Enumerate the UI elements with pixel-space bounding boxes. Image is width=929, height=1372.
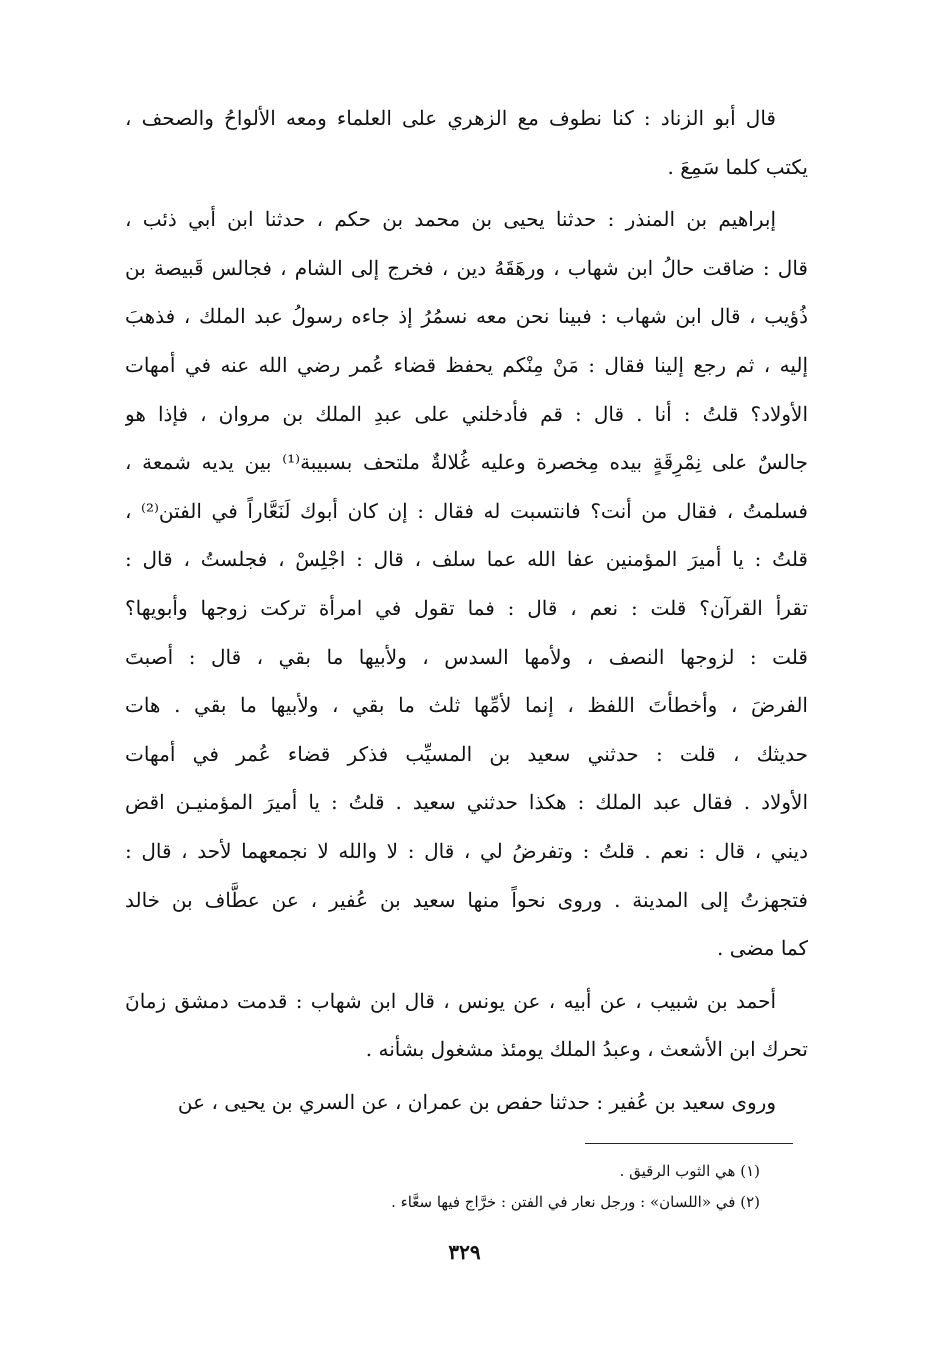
text-line: قال أبو الزناد : كنا نطوف مع الزهري على العلماء ومعه الألواحُ والصحف ، [125,106,776,130]
text-line: قلتُ : يا أميرَ المؤمنين عفا الله عما سلف ، قال : اجْلِسْ ، فجلستُ ، قال : [125,547,808,572]
text-line: الأولاد . فقال عبد الملك : هكذا حدثني سعيد . قلتُ : يا أميرَ المؤمنيـن اقض [125,790,808,815]
footnote-separator [585,1143,793,1144]
text-line: حديثك ، قلت : حدثني سعيد بن المسيِّب فذكر قضاء عُمر في أمهات [125,741,808,766]
text-line: جالسٌ على نِمْرِقَةٍ بيده مِخصرة وعليه غُلالةٌ ملتحف بسبيبة⁽¹⁾ بين يديه شمعة ، [125,450,808,475]
text-line: فتجهزتُ إلى المدينة . وروى نحواً منها سعيد بن عُفير ، عن عطَّاف بن خالد [125,887,808,912]
text-line: فسلمتُ ، فقال من أنت؟ فانتسبت له فقال : إن كان أبوك لَنَعَّاراً في الفتن⁽²⁾ ، [125,498,808,523]
text-line: ديني ، قال : نعم . قلتُ : وتفرضُ لي ، قال : لا والله لا نجمعهما لأحد ، قال : [125,838,808,863]
footnote: (٢) في «اللسان» : ورجل نعار في الفتن : خرَّاج فيها سعَّاء . [391,1193,760,1211]
text-line: تقرأ القرآن؟ قلت : نعم ، قال : فما تقول في امرأة تركت زوجها وأبويها؟ [125,595,808,620]
text-line: الأولاد؟ قلتُ : أنا . قال : قم فأدخلني على عبدِ الملك بن مروان ، فإذا هو [125,401,808,426]
text-line: كما مضى . [717,936,808,961]
text-line: الفرضَ ، وأخطأتَ اللفظ ، إنما لأمِّها ثلث ما بقي ، ولأبيها ما بقي . هات [125,693,808,718]
text-line: قلت : لزوجها النصف ، ولأمها السدس ، ولأبيها ما بقي ، قال : أصبتَ [125,644,808,669]
footnote: (١) هي الثوب الرقيق . [619,1162,760,1180]
text-line: تحرك ابن الأشعث ، وعبدُ الملك يومئذ مشغول بشأنه . [365,1037,808,1062]
text-line: قال : ضاقت حالُ ابن شهاب ، ورهَقَهُ دين ، فخرج إلى الشام ، فجالس قَبيصة بن [125,255,808,280]
text-line: إبراهيم بن المنذر : حدثنا يحيى بن محمد بن حكم ، حدثنا ابن أبي ذئب ، [125,207,776,232]
main-text [125,94,808,1126]
text-line: إليه ، ثم رجع إلينا فقال : مَنْ مِنْكم يحفظ قضاء عُمر رضي الله عنه في أمهات [125,352,808,377]
text-line: ذُؤيب ، قال ابن شهاب : فبينا نحن معه نسمُرُ إذ جاءه رسولُ عبد الملك ، فذهبَ [125,304,808,329]
page-number: ٣٢٩ [448,1240,481,1264]
text-line: أحمد بن شبيب ، عن أبيه ، عن يونس ، قال ابن شهاب : قدمت دمشق زمانَ [125,988,776,1013]
text-line: وروى سعيد بن عُفير : حدثنا حفص بن عمران ، عن السري بن يحيى ، عن [177,1089,776,1114]
footnotes [300,1156,760,1218]
text-line: يكتب كلما سَمِعَ . [667,154,808,179]
